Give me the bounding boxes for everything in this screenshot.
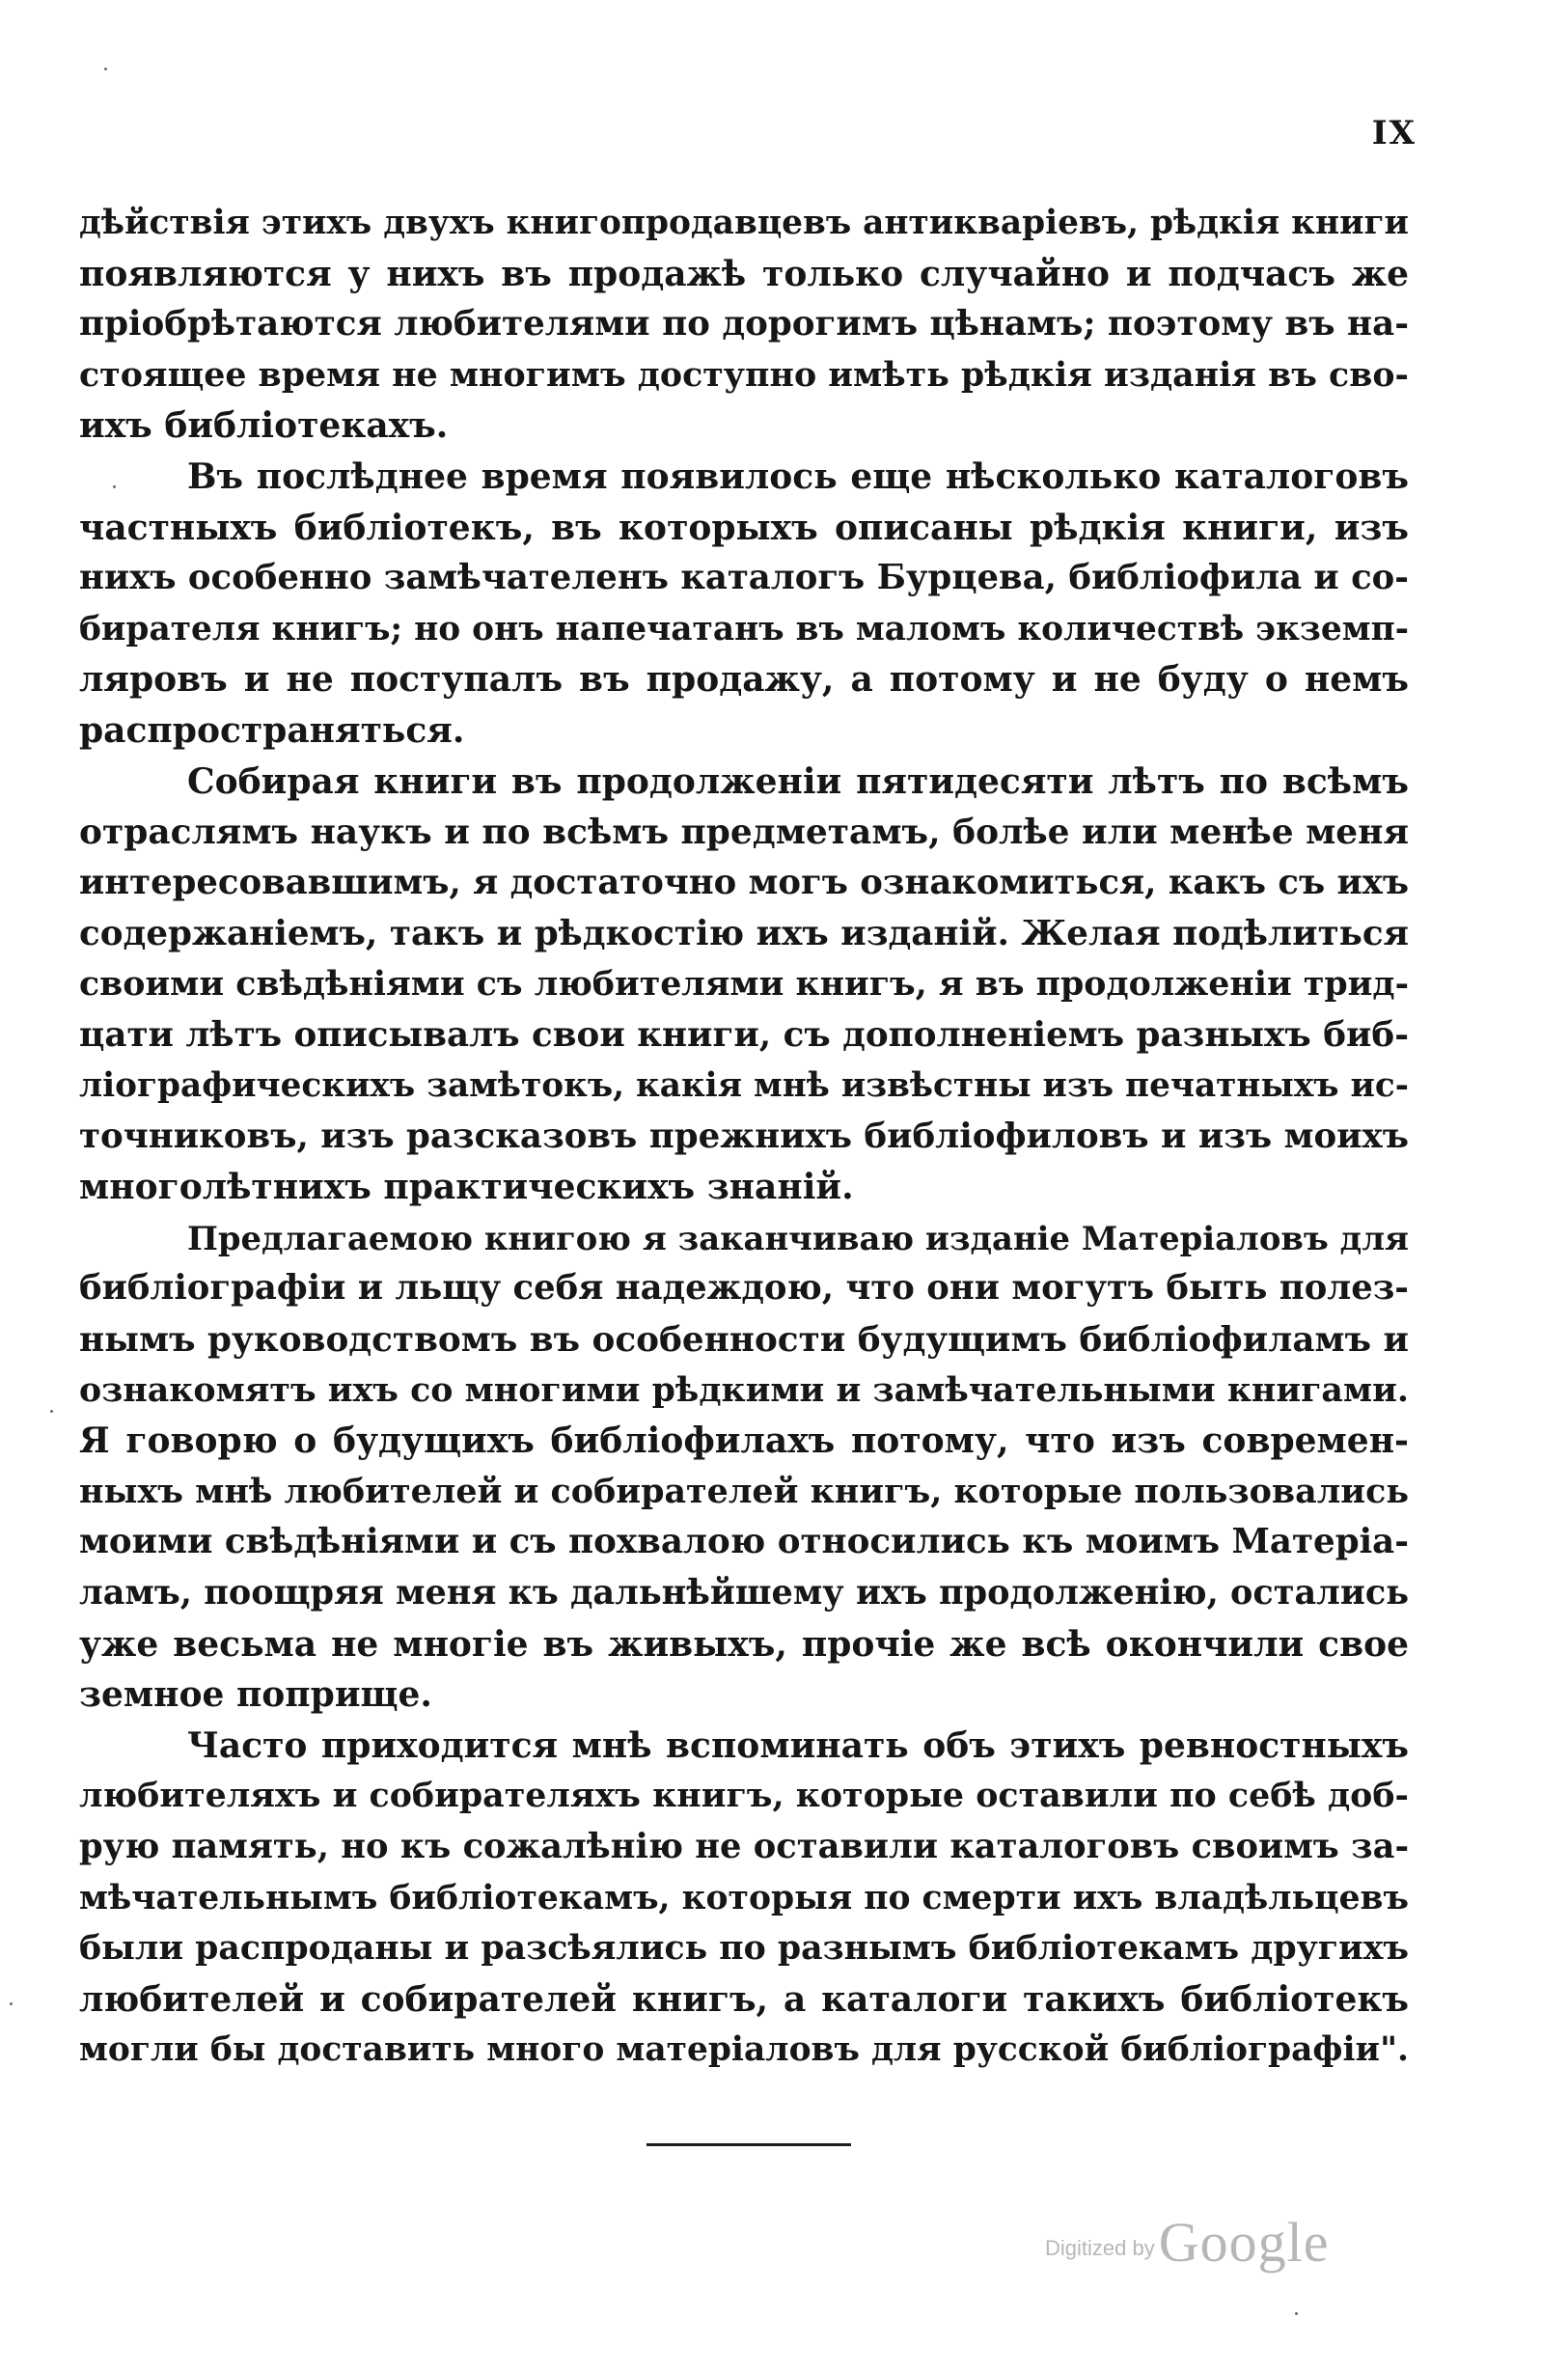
paragraph-4	[79, 1213, 1409, 1721]
text-line: рую память, но къ сожалѣнію не оставили каталоговъ своимъ за-	[79, 1827, 1410, 1866]
scan-speck	[50, 1410, 53, 1413]
text-line: любителей и собирателей книгъ, а каталоги такихъ библіотекъ	[79, 1978, 1409, 2020]
text-line: мѣчательнымъ библіотекамъ, которыя по смерти ихъ владѣльцевъ	[79, 1878, 1409, 1917]
scan-speck	[1295, 2312, 1298, 2315]
scan-speck	[104, 68, 107, 70]
text-line: нихъ особенно замѣчателенъ каталогъ Бурцева, библіофила и со-	[79, 558, 1409, 598]
watermark-prefix: Digitized by	[1045, 2236, 1155, 2260]
text-line: содержаніемъ, такъ и рѣдкостію ихъ изданій. Желая подѣлиться	[79, 913, 1409, 954]
text-line: точниковъ, изъ разсказовъ прежнихъ библіофиловъ и изъ моихъ	[79, 1116, 1409, 1156]
text-line: ныхъ мнѣ любителей и собирателей книгъ, которые пользовались	[79, 1471, 1410, 1511]
text-line: моими свѣдѣніями и съ похвалою относились къ моимъ Матеріа-	[79, 1522, 1409, 1562]
section-end-rule	[646, 2143, 851, 2146]
text-line: цати лѣтъ описывалъ свои книги, съ дополненіемъ разныхъ биб-	[79, 1014, 1409, 1055]
text-line: бирателя книгъ; но онъ напечатанъ въ маломъ количествѣ экземп-	[79, 609, 1409, 648]
text-line: стоящее время не многимъ доступно имѣть рѣдкія изданія въ сво-	[79, 354, 1409, 395]
text-line: Часто приходится мнѣ вспоминать объ этихъ ревностныхъ	[187, 1724, 1409, 1766]
paragraph-2	[79, 452, 1409, 757]
text-line: пріобрѣтаются любителями по дорогимъ цѣнамъ; поэтому въ на-	[79, 304, 1409, 345]
paragraph-1	[79, 198, 1409, 452]
text-line: Предлагаемою книгою я заканчиваю изданіе Матеріаловъ для	[187, 1218, 1409, 1257]
text-line: своими свѣдѣніями съ любителями книгъ, я въ продолженіи трид-	[79, 963, 1409, 1004]
text-line: земное поприще.	[79, 1674, 432, 1716]
scan-speck	[10, 2002, 13, 2005]
watermark-brand: Google	[1158, 2211, 1330, 2274]
text-line: частныхъ библіотекъ, въ которыхъ описаны рѣдкія книги, изъ	[79, 507, 1409, 548]
scan-speck	[113, 485, 116, 488]
text-line: Собирая книги въ продолженіи пятидесяти лѣтъ по всѣмъ	[187, 760, 1409, 802]
text-line: Я говорю о будущихъ библіофилахъ потому, что изъ современ-	[79, 1420, 1409, 1462]
text-line: любителяхъ и собирателяхъ книгъ, которые оставили по себѣ доб-	[79, 1776, 1409, 1816]
text-line: многолѣтнихъ практическихъ знаній.	[79, 1167, 854, 1208]
text-line: ламъ, поощряя меня къ дальнѣйшему ихъ продолженію, остались	[79, 1573, 1409, 1614]
text-line: появляются у нихъ въ продажѣ только случайно и подчасъ же	[79, 253, 1409, 294]
text-line: отраслямъ наукъ и по всѣмъ предметамъ, болѣе или менѣе меня	[79, 812, 1409, 853]
paragraph-5	[79, 1721, 1409, 2076]
text-line: ихъ библіотекахъ.	[79, 405, 449, 447]
text-line: нымъ руководствомъ въ особенности будущимъ библіофиламъ и	[79, 1319, 1409, 1361]
text-line: могли бы доставить много матеріаловъ для русской библіографіи".	[79, 2030, 1409, 2070]
text-line: ліографическихъ замѣтокъ, какія мнѣ извѣстны изъ печатныхъ ис-	[79, 1066, 1409, 1106]
text-line: распространяться.	[79, 709, 465, 751]
text-line: интересовавшимъ, я достаточно могъ ознакомиться, какъ съ ихъ	[79, 862, 1409, 902]
digitized-watermark	[1045, 2210, 1329, 2275]
text-line: ознакомятъ ихъ со многими рѣдкими и замѣчательными книгами.	[79, 1369, 1409, 1410]
text-line: дѣйствія этихъ двухъ книгопродавцевъ антикваріевъ, рѣдкія книги	[79, 204, 1409, 242]
body-text	[79, 198, 1409, 2076]
text-line: Въ послѣднее время появилось еще нѣсколько каталоговъ	[187, 455, 1409, 497]
text-line: были распроданы и разсѣялись по разнымъ библіотекамъ другихъ	[79, 1928, 1409, 1969]
text-line: ляровъ и не поступалъ въ продажу, а потому и не буду о немъ	[79, 659, 1409, 701]
text-line: уже весьма не многіе въ живыхъ, прочіе же всѣ окончили свое	[79, 1623, 1409, 1665]
paragraph-3	[79, 757, 1409, 1213]
text-line: библіографіи и льщу себя надеждою, что они могутъ быть полез-	[79, 1268, 1409, 1309]
page-number: IX	[1371, 114, 1417, 152]
